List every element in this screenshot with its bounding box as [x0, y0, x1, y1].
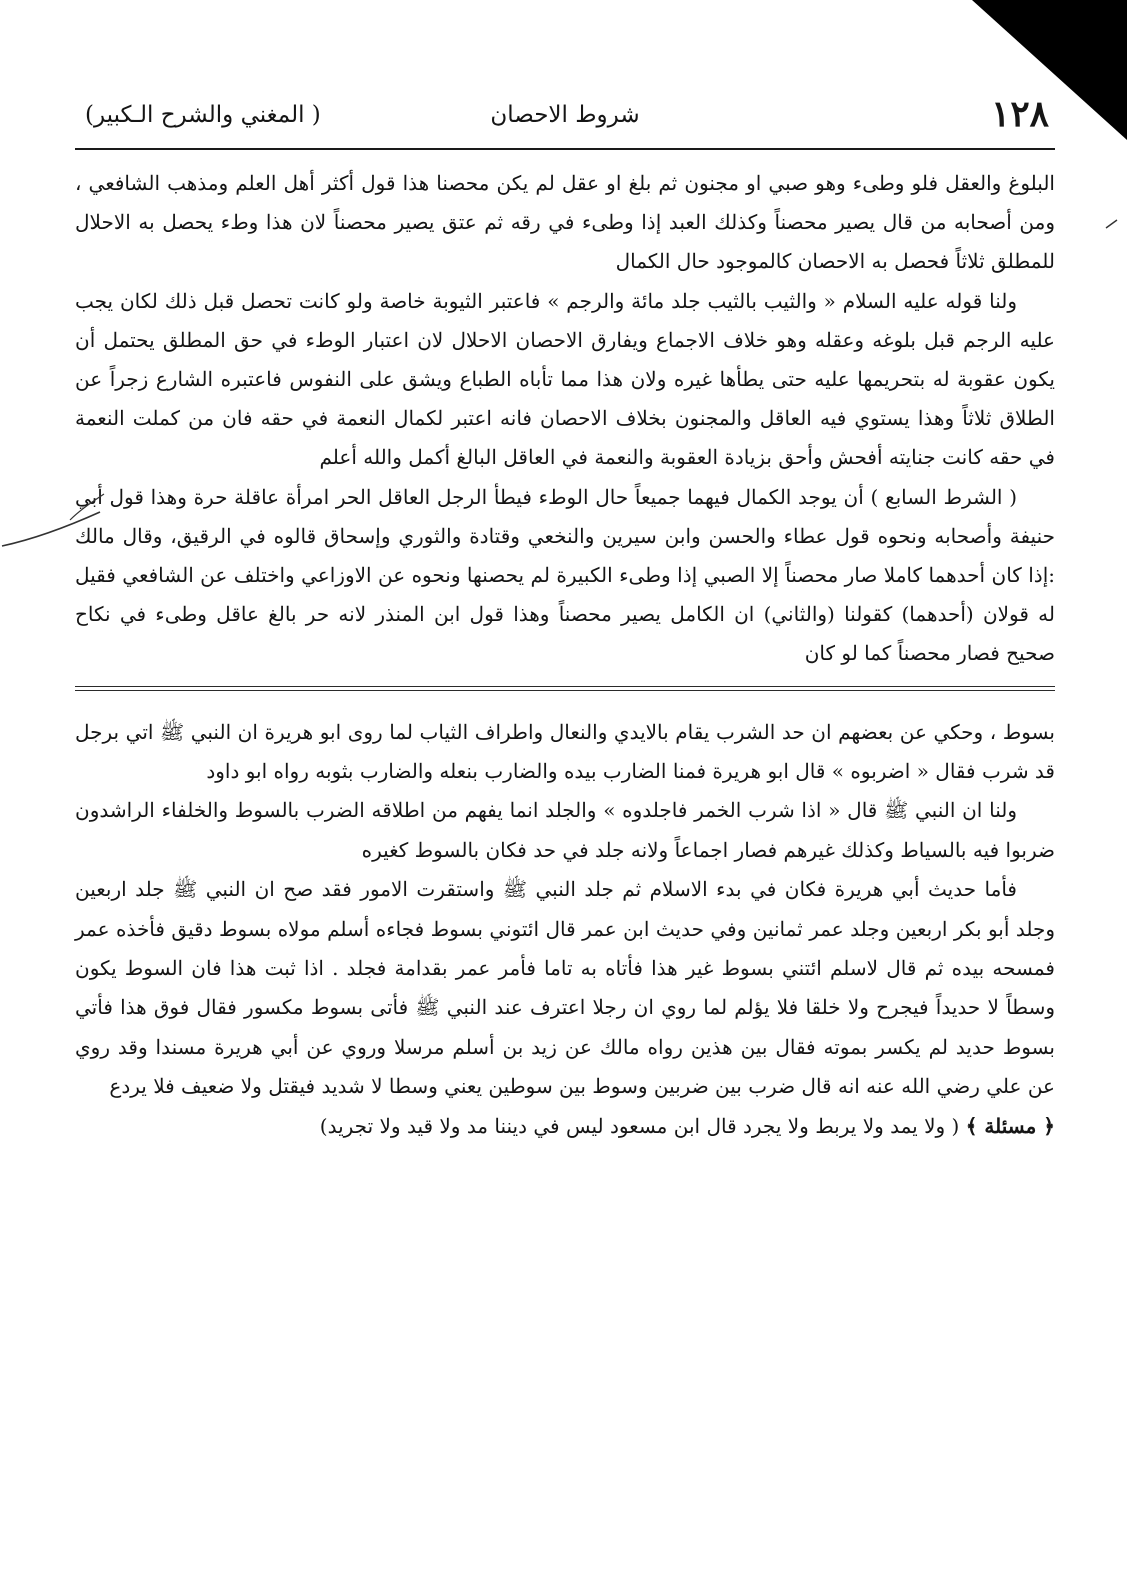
- separator-line-1: [75, 686, 1055, 687]
- book-title: ( المغني والشرح الـكبير): [85, 102, 321, 128]
- commentary-paragraph-1: بسوط ، وحكي عن بعضهم ان حد الشرب يقام بالايدي والنعال واطراف الثياب لما روى ابو هريرة ان النبي ﷺ اتي برجل قد شرب فقال « اضربوه » قال ابو هريرة فمنا الضارب بيده والضارب بنعله والضارب بثوبه رواه ابو داود: [75, 719, 1055, 784]
- masala-text: ( ولا يمد ولا يربط ولا يجرد قال ابن مسعود ليس في ديننا مد ولا قيد ولا تجريد): [319, 1113, 960, 1138]
- pen-annotation-mark: [0, 480, 110, 560]
- book-page: [75, 92, 1055, 1146]
- header-rule: [75, 148, 1055, 150]
- main-paragraph-2: ولنا قوله عليه السلام « والثيب بالثيب جلد مائة والرجم » فاعتبر الثيوبة خاصة ولو كانت تحصل قبل ذلك لكان يجب عليه الرجم قبل بلوغه وعقله وهو خلاف الاجماع ويفارق الاحصان الاحلال لان اعتبار الوطء في حق المطلق يحتمل أن يكون عقوبة له بتحريمها عليه حتى يطأها غيره ولان هذا مما تأباه الطباع ويشق على النفوس فاعتبره الشارع زجراً عن الطلاق ثلاثاً وهذا يستوي فيه العاقل والمجنون بخلاف الاحصان فانه اعتبر لكمال النعمة في حقه فان من كملت النعمة في حقه كانت جنايته أفحش وأحق بزيادة العقوبة والنعمة في العاقل البالغ أكمل والله أعلم: [75, 288, 1055, 470]
- page-number: ١٢٨: [990, 93, 1049, 135]
- running-title: شروط الاحصان: [490, 102, 640, 128]
- main-paragraph-3: ( الشرط السابع ) أن يوجد الكمال فيهما جميعاً حال الوطء فيطأ الرجل العاقل الحر امرأة عاقلة حرة وهذا قول أبي حنيفة وأصحابه ونحوه قول عطاء والحسن وابن سيرين والنخعي وقتادة والثوري وإسحاق قالوه في الرقيق، وقال مالك :إذا كان أحدهما كاملا صار محصناً إلا الصبي إذا وطىء الكبيرة لم يحصنها ونحوه عن الاوزاعي واختلف عن الشافعي فقيل له قولان (أحدهما) كقولنا (والثاني) ان الكامل يصير محصناً وهذا قول ابن المنذر لانه حر بالغ عاقل وطىء في نكاح صحيح فصار محصناً كما لو كان: [75, 484, 1055, 666]
- masala-label: ﴿ مسئلة ﴾: [965, 1113, 1055, 1138]
- main-text: [75, 164, 1055, 674]
- margin-tick-mark: [1105, 218, 1119, 230]
- separator-line-2: [75, 690, 1055, 691]
- masala-paragraph: [75, 1107, 1055, 1146]
- commentary-text: [75, 713, 1055, 1146]
- page-header: [75, 92, 1055, 148]
- commentary-paragraph-2: ولنا ان النبي ﷺ قال « اذا شرب الخمر فاجلدوه » والجلد انما يفهم من اطلاقه الضرب بالسوط والخلفاء الراشدون ضربوا فيه بالسياط وكذلك غيرهم فصار اجماعاً ولانه جلد في حد فكان بالسوط كغيره: [75, 798, 1055, 862]
- section-separator: [75, 686, 1055, 691]
- main-paragraph-1: البلوغ والعقل فلو وطىء وهو صبي او مجنون ثم بلغ او عقل لم يكن محصنا هذا قول أكثر أهل العلم ومذهب الشافعي ، ومن أصحابه من قال يصير محصناً وكذلك العبد إذا وطىء في رقه ثم عتق يصير محصناً لان هذا وطء يحصل به الاحلال للمطلق ثلاثاً فحصل به الاحصان كالموجود حال الكمال: [75, 171, 1055, 274]
- commentary-paragraph-3: فأما حديث أبي هريرة فكان في بدء الاسلام ثم جلد النبي ﷺ واستقرت الامور فقد صح ان النبي ﷺ جلد اربعين وجلد أبو بكر اربعين وجلد عمر ثمانين وفي حديث ابن عمر قال ائتوني بسوط فجاءه أسلم مولاه بسوط دقيق فأخذه عمر فمسحه بيده ثم قال لاسلم ائتني بسوط غير هذا فأتاه به تاما فأمر عمر بقدامة فجلد . اذا ثبت هذا فان السوط يكون وسطاً لا حديداً فيجرح ولا خلقا فلا يؤلم لما روي ان رجلا اعترف عند النبي ﷺ فأتى بسوط مكسور فقال فوق هذا فأتي بسوط حديد لم يكسر بموته فقال بين هذين رواه مالك عن زيد بن أسلم مرسلا وروي عن أبي هريرة مسندا وقد روي عن علي رضي الله عنه انه قال ضرب بين ضربين وسوط بين سوطين يعني وسطا لا شديد فيقتل ولا ضعيف فلا يردع: [75, 877, 1055, 1099]
